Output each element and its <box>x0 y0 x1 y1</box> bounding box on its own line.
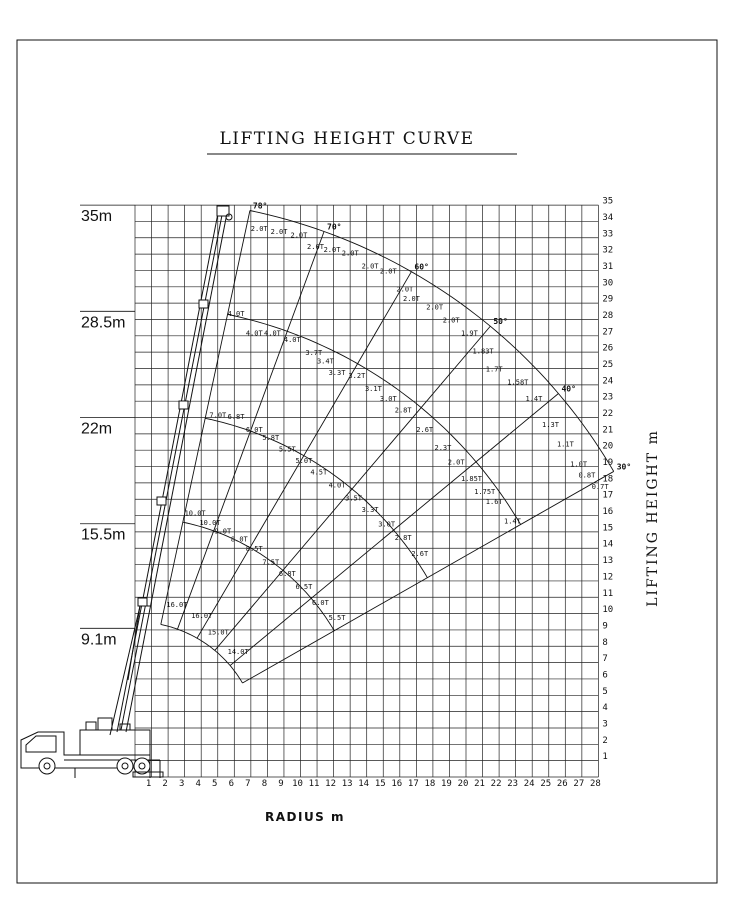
load-label: 16.0T <box>166 600 188 609</box>
load-label: 3.2T <box>348 372 366 381</box>
load-label: 2.0T <box>426 303 444 312</box>
y-tick-label: 3 <box>602 719 608 730</box>
load-label: 7.5T <box>262 558 280 567</box>
load-label: 10.0T <box>199 519 221 528</box>
y-tick-label: 29 <box>602 294 614 305</box>
boom-length-label: 15.5m <box>81 526 126 544</box>
crane-boom-icon <box>110 206 232 735</box>
y-tick-label: 25 <box>602 360 614 370</box>
y-tick-label: 26 <box>602 343 614 354</box>
load-label: 2.8T <box>394 406 412 415</box>
load-label: 4.0T <box>245 329 263 338</box>
x-tick-label: 20 <box>457 779 469 789</box>
load-label: 1.58T <box>507 378 529 387</box>
angle-radial-lines <box>161 210 614 683</box>
x-tick-label: 10 <box>292 779 303 789</box>
x-tick-label: 6 <box>228 779 235 789</box>
x-tick-label: 19 <box>441 779 452 789</box>
load-label: 2.0T <box>270 228 288 237</box>
load-label: 16.0T <box>191 612 213 621</box>
load-label: 4.0T <box>328 481 346 490</box>
load-label: 2.8T <box>394 533 412 542</box>
angle-label: 60° <box>414 262 429 272</box>
load-label: 1.9T <box>460 329 478 338</box>
boom-length-arcs <box>161 211 614 684</box>
x-tick-label: 13 <box>341 779 353 789</box>
angle-radial-line <box>242 471 613 683</box>
load-label: 4.0T <box>264 329 281 338</box>
x-tick-label: 2 <box>162 779 168 789</box>
load-label: 4.0T <box>227 309 245 318</box>
x-tick-label: 5 <box>212 779 218 789</box>
load-label: 2.0T <box>341 249 359 258</box>
x-tick-label: 23 <box>507 779 519 789</box>
y-tick-label: 20 <box>602 441 614 452</box>
load-label: 1.83T <box>472 347 494 356</box>
load-label: 0.8T <box>578 471 596 480</box>
load-label: 5.0T <box>295 457 313 466</box>
load-label: 2.0T <box>307 242 324 251</box>
boom-length-label: 28.5m <box>81 314 126 332</box>
angle-radial-line <box>227 394 558 666</box>
load-label: 3.1T <box>364 385 382 394</box>
y-tick-label: 18 <box>602 474 614 485</box>
load-label: 1.7T <box>485 365 503 374</box>
angle-label: 70° <box>327 222 342 232</box>
y-axis-label: LIFTING HEIGHT m <box>645 429 661 607</box>
x-tick-label: 24 <box>523 779 535 789</box>
x-tick-label: 12 <box>325 779 337 789</box>
load-label: 15.0T <box>207 628 229 637</box>
load-label: 3.3T <box>361 506 379 515</box>
x-tick-label: 8 <box>261 779 268 789</box>
load-label: 4.0T <box>283 336 301 345</box>
x-tick-labels <box>146 779 601 789</box>
load-label: 3.4T <box>316 357 334 366</box>
angle-label: 40° <box>561 384 576 394</box>
crane-truck-icon <box>21 718 163 778</box>
y-tick-label: 15 <box>602 523 614 534</box>
load-label: 2.0T <box>403 295 420 304</box>
y-tick-label: 13 <box>602 556 614 567</box>
load-label: 3.5T <box>345 494 362 503</box>
x-tick-label: 15 <box>374 779 386 789</box>
load-label: 2.0T <box>290 231 308 240</box>
x-tick-label: 25 <box>540 779 552 789</box>
x-tick-label: 26 <box>556 779 568 789</box>
boom-length-label: 35m <box>81 208 113 226</box>
load-label: 2.0T <box>396 285 414 294</box>
y-tick-label: 5 <box>602 686 608 697</box>
y-tick-label: 31 <box>602 261 614 272</box>
y-tick-label: 1 <box>602 752 608 763</box>
load-label: 1.6T <box>485 497 503 506</box>
x-tick-label: 22 <box>490 779 502 789</box>
load-label: 3.7T <box>305 349 323 358</box>
y-tick-label: 11 <box>602 588 614 599</box>
load-label: 3.3T <box>328 368 346 377</box>
y-tick-label: 2 <box>602 735 608 746</box>
y-tick-label: 17 <box>602 490 614 501</box>
y-tick-label: 19 <box>602 458 614 469</box>
load-label: 3.0T <box>379 394 397 403</box>
load-label: 6.0T <box>312 599 329 608</box>
y-tick-labels <box>602 197 613 763</box>
y-tick-label: 6 <box>602 670 608 681</box>
x-tick-label: 1 <box>145 779 152 789</box>
y-tick-label: 32 <box>602 245 614 256</box>
x-tick-label: 11 <box>308 779 320 789</box>
y-tick-label: 12 <box>602 572 614 583</box>
y-tick-label: 22 <box>602 409 614 420</box>
load-label: 1.4T <box>503 517 521 526</box>
y-tick-label: 24 <box>602 376 614 387</box>
y-tick-label: 27 <box>602 327 614 338</box>
load-label: 3.0T <box>378 520 396 529</box>
angle-label: 50° <box>493 317 508 327</box>
load-label: 6.8T <box>227 412 245 421</box>
load-label: 2.0T <box>442 316 460 325</box>
load-label: 8.5T <box>245 545 263 554</box>
load-label: 6.0T <box>245 425 263 434</box>
load-label: 2.6T <box>416 425 434 434</box>
y-tick-label: 10 <box>602 605 614 616</box>
x-tick-label: 9 <box>278 779 284 789</box>
load-label: 2.0T <box>323 246 341 255</box>
grid <box>135 205 598 777</box>
load-label: 2.3T <box>434 443 452 452</box>
load-label: 9.0T <box>214 527 232 536</box>
load-label: 2.6T <box>411 550 429 559</box>
x-tick-label: 18 <box>424 779 436 789</box>
y-tick-label: 28 <box>602 310 614 321</box>
load-label: 5.8T <box>262 434 280 443</box>
load-label: 6.5T <box>295 582 313 591</box>
x-tick-label: 16 <box>391 779 403 789</box>
y-tick-label: 14 <box>602 539 614 550</box>
load-label: 10.0T <box>184 509 206 518</box>
load-label: 5.5T <box>278 445 296 454</box>
load-label: 7.0T <box>209 411 227 420</box>
y-tick-label: 23 <box>602 392 614 403</box>
boom-length-arc <box>205 418 427 577</box>
load-label: 1.1T <box>556 440 574 449</box>
y-tick-label: 21 <box>602 425 614 436</box>
load-label: 1.85T <box>460 474 483 483</box>
x-tick-label: 3 <box>178 779 185 789</box>
load-label: 2.0T <box>250 224 268 233</box>
x-tick-label: 7 <box>245 779 251 789</box>
y-tick-label: 4 <box>602 703 608 714</box>
angle-label: 30° <box>616 462 632 472</box>
x-axis-label: RADIUS m <box>264 810 346 824</box>
y-tick-label: 16 <box>602 507 614 518</box>
load-label: 1.0T <box>570 460 588 469</box>
load-label: 1.75T <box>474 488 496 497</box>
x-tick-label: 21 <box>474 779 485 789</box>
y-tick-label: 7 <box>602 654 608 665</box>
load-label: 6.8T <box>278 569 296 578</box>
load-label: 2.0T <box>379 267 397 276</box>
load-label: 2.0T <box>447 458 465 467</box>
boom-length-label: 22m <box>81 420 113 438</box>
load-label: 1.3T <box>542 421 559 430</box>
load-label: 14.0T <box>227 648 249 657</box>
y-tick-label: 34 <box>602 212 614 223</box>
x-tick-label: 14 <box>358 779 370 789</box>
load-label: 8.0T <box>230 535 248 544</box>
angle-label: 78° <box>252 201 268 211</box>
load-label: 5.5T <box>328 613 346 622</box>
x-tick-label: 28 <box>589 779 601 789</box>
x-tick-label: 4 <box>195 779 201 789</box>
y-tick-label: 9 <box>602 621 608 632</box>
boom-length-label: 9.1m <box>81 631 117 649</box>
load-label: 1.4T <box>525 394 543 403</box>
load-label: 4.5T <box>310 468 328 477</box>
load-label: 0.7T <box>591 483 609 492</box>
load-label: 2.0T <box>361 262 379 271</box>
chart-title: LIFTING HEIGHT CURVE <box>219 129 475 149</box>
y-tick-label: 30 <box>602 278 614 289</box>
y-tick-label: 8 <box>602 637 608 648</box>
y-tick-label: 35 <box>602 196 614 207</box>
x-tick-label: 17 <box>407 779 419 789</box>
x-tick-label: 27 <box>573 779 585 789</box>
y-tick-label: 33 <box>602 229 614 240</box>
boom-length-lines <box>80 205 135 648</box>
